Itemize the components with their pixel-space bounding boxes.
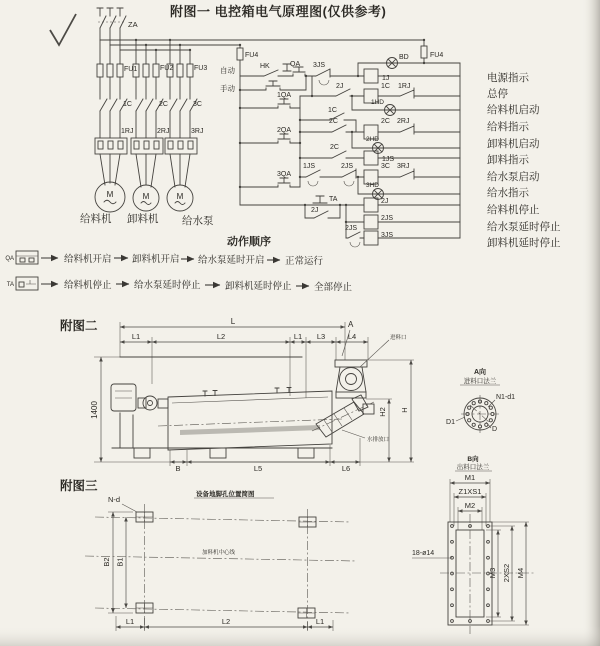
dim-B1: B1 [115, 557, 125, 567]
contact-1js-label: 1JS [303, 163, 316, 170]
contact-2js-b-label: 2JS [345, 225, 358, 232]
dim-L1b: L1 [315, 617, 325, 626]
dim-L6: L6 [341, 464, 351, 473]
legend-item: 给水泵启动 [487, 171, 540, 183]
legend-item: 电源指示 [487, 72, 529, 84]
dim-Z1XS1: Z1XS1 [458, 487, 482, 496]
legend-item: 给水指示 [487, 187, 529, 199]
dim-L1b: L1 [293, 332, 303, 341]
nd-holes-label: N-d [108, 495, 121, 504]
dim-H2: H2 [378, 407, 387, 417]
feeder-centerline-label: 加料机中心线 [202, 550, 236, 556]
dim-M4: M4 [516, 567, 525, 579]
fuse-fu3-label: FU3 [194, 65, 208, 72]
flange-a-view: A向 [473, 369, 487, 376]
button-qa-label: QA [290, 61, 301, 68]
flange-a-name: 进料口法兰 [463, 378, 497, 385]
contact-3js-label: 3JS [313, 62, 326, 69]
dim-2XS2: 2XS2 [502, 563, 511, 583]
coil-2j-label: 2J [381, 198, 389, 205]
dim-M1: M1 [464, 473, 476, 482]
dim-1400: 1400 [90, 401, 99, 419]
motor2-name: 卸料机 [127, 213, 159, 225]
dim-L: L [230, 317, 236, 326]
dim-H: H [400, 407, 409, 413]
plan-title: 设备地脚孔位置简图 [196, 491, 255, 498]
fig3-title: 附图三 [60, 479, 98, 493]
dim-B2: B2 [102, 557, 111, 567]
lamp-2hd-label: 2HD [366, 136, 380, 143]
coil-3js-label: 3JS [381, 232, 394, 239]
dim-L1a: L1 [131, 332, 141, 341]
contact-2rj-label: 2RJ [397, 118, 410, 125]
button-1qa-label: 1QA [277, 92, 292, 99]
dim-L3: L3 [316, 332, 326, 341]
auto-label: 自动 [220, 66, 235, 75]
motor1-name: 给料机 [80, 213, 112, 225]
flange-b-view: B向 [467, 456, 479, 463]
flange-a-d1: D1 [446, 419, 455, 426]
relay-1rj-label: 1RJ [121, 128, 134, 135]
button-2qa-label: 2QA [277, 127, 292, 134]
contact-2c-b-label: 2C [330, 144, 339, 151]
lamp-3hd-label: 3HD [366, 182, 380, 189]
dim-L1a: L1 [125, 617, 135, 626]
contactor-1c-label: 1C [123, 101, 132, 108]
fuse-fu2-label: FU2 [160, 65, 174, 72]
legend-item: 卸料机延时停止 [487, 237, 561, 249]
coil-2c-label: 2C [381, 118, 390, 125]
seq1-step: 正常运行 [285, 256, 324, 267]
view-arrow-A: A [348, 320, 354, 329]
contactor-3c-label: 3C [193, 101, 202, 108]
legend-item: 给料指示 [487, 121, 529, 133]
manual-label: 手动 [220, 84, 235, 93]
sequence-heading: 动作顺序 [227, 236, 271, 248]
dim-M2: M2 [464, 501, 476, 510]
dim-B: B [175, 464, 181, 473]
contact-2j-seal-label: 2J [311, 207, 319, 214]
seq2-step: 给水泵延时停止 [134, 280, 201, 291]
holes-18-d14-label: 18-ø14 [412, 550, 435, 557]
seq1-step: 给料机开启 [64, 254, 112, 265]
coil-1c-label: 1C [381, 83, 390, 90]
motor1-m: M [106, 190, 114, 199]
legend-item: 卸料机启动 [487, 138, 540, 150]
lamp-1hd-label: 1HD [371, 99, 385, 106]
fuse-fu1-label: FU1 [124, 66, 138, 73]
fuse-fu4-right-label: FU4 [430, 52, 444, 59]
dim-M3: M3 [488, 567, 497, 579]
button-ta-label: TA [329, 196, 338, 203]
coil-2js-label: 2JS [381, 215, 394, 222]
legend-item: 给水泵延时停止 [487, 221, 561, 233]
seq1-step: 给水泵延时开启 [198, 255, 265, 266]
contact-1rj-label: 1RJ [398, 83, 411, 90]
button-3qa-label: 3QA [277, 171, 292, 178]
fig1-title: 附图一 电控箱电气原理图(仅供参考) [170, 4, 387, 19]
drain-label: 水排放口 [367, 437, 390, 443]
relay-2rj-label: 2RJ [157, 128, 170, 135]
flange-b-name: 出料口法兰 [456, 464, 490, 471]
coil-1j-label: 1J [382, 75, 390, 82]
seq2-step: 卸料机延时停止 [225, 281, 292, 292]
breaker-za-label: ZA [128, 20, 138, 29]
relay-3rj-label: 3RJ [191, 128, 204, 135]
contact-2j-label: 2J [336, 83, 344, 90]
contactor-2c-label: 2C [159, 101, 168, 108]
fuse-fu4-left-label: FU4 [245, 52, 259, 59]
scan-edge-shadow-right [582, 0, 600, 646]
coil-3c-label: 3C [381, 163, 390, 170]
flange-a-d: D [492, 426, 498, 433]
dim-L2: L2 [221, 617, 231, 626]
motor3-name: 给水泵 [182, 215, 214, 227]
contact-2js-label: 2JS [341, 163, 354, 170]
motor2-m: M [142, 192, 150, 201]
legend-item: 总停 [487, 88, 508, 100]
legend-item: 卸料指示 [487, 154, 529, 166]
dim-L5: L5 [253, 464, 263, 473]
contact-3rj-label: 3RJ [397, 163, 410, 170]
legend-item: 给料机停止 [487, 204, 540, 216]
contact-1c-seal-label: 1C [328, 107, 337, 114]
motor3-m: M [176, 192, 184, 201]
seq1-step: 卸料机开启 [132, 254, 180, 265]
seq2-step: 给料机停止 [64, 280, 112, 291]
flange-a-n1d1: N1-d1 [496, 394, 516, 401]
dim-L2: L2 [216, 332, 226, 341]
dim-L4: L4 [347, 332, 357, 341]
inlet-label: 进料口 [390, 335, 407, 341]
seq2-step: 全部停止 [314, 282, 353, 293]
coil-1js-label: 1JS [382, 156, 395, 163]
legend-item: 给料机启动 [487, 104, 540, 116]
contact-2c-label: 2C [329, 118, 338, 125]
switch-hk-label: HK [260, 63, 270, 70]
fig2-title: 附图二 [60, 319, 98, 333]
scan-edge-shadow-bottom [0, 626, 600, 646]
seq2-key: TA [6, 282, 14, 288]
seq1-key: QA [5, 256, 14, 262]
lamp-bd-label: BD [399, 54, 409, 61]
